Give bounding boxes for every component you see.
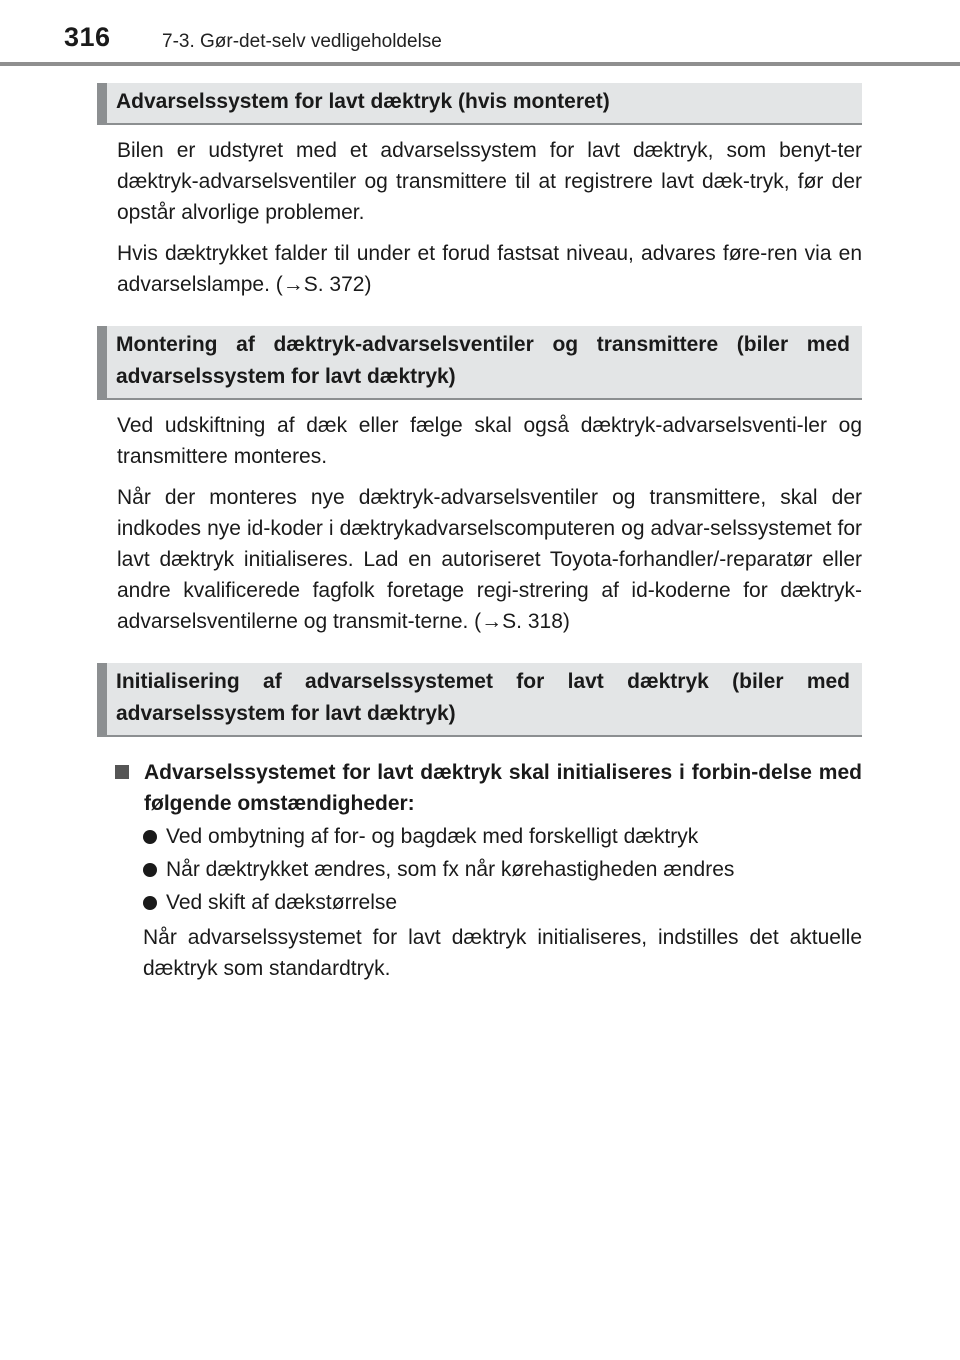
header-divider — [0, 62, 960, 66]
section-title: 7-3. Gør-det-selv vedligeholdelse — [162, 31, 442, 52]
page-content — [97, 83, 862, 1005]
list-item-text: Når dæktrykket ændres, som fx når kørehastigheden ændres — [166, 858, 735, 881]
round-bullet-icon — [143, 830, 157, 844]
list-item — [143, 854, 862, 885]
subheading-text: Advarselssystemet for lavt dæktryk skal initialiseres i forbin-delse med følgende omstændigheder: — [144, 761, 862, 815]
paragraph: Når der monteres nye dæktryk-advarselsventiler og transmittere, skal der indkodes nye id-koder i dæktrykadvarselscomputeren og advar-selssystemet for lavt dæktryk initialiseres. Lad en autoriseret Toyota-forhandler/-reparatør eller andre kvalificerede fagfolk foretage regi-strering af id-koderne for dæktryk-advarselsventilerne og transmit-terne. (→S. 318) — [117, 486, 862, 633]
round-bullet-icon — [143, 863, 157, 877]
closing-paragraph: Når advarselssystemet for lavt dæktryk initialiseres, indstilles det aktuelle dæktryk som standardtryk. — [143, 926, 862, 980]
subheading-item — [115, 757, 862, 819]
page-number: 316 — [64, 22, 111, 52]
round-bullet-icon — [143, 896, 157, 910]
paragraph: Ved udskiftning af dæk eller fælge skal også dæktryk-advarselsventi-ler og transmittere monteres. — [117, 414, 862, 468]
section-heading-initialisation: Initialisering af advarselssystemet for lavt dæktryk (biler med advarselssystem for lavt dæktryk) — [97, 663, 862, 737]
list-item — [143, 821, 862, 852]
list-item-text: Ved ombytning af for- og bagdæk med forskelligt dæktryk — [166, 825, 699, 848]
page-header — [0, 0, 960, 66]
list-item — [143, 887, 862, 918]
paragraph: Bilen er udstyret med et advarselssystem for lavt dæktryk, som benyt-ter dæktryk-advarselsventiler og transmittere til at registrere lavt dæk-tryk, før der opstår alvorlige problemer. — [117, 139, 862, 224]
list-item-text: Ved skift af dækstørrelse — [166, 891, 398, 914]
section-heading-tpms: Advarselssystem for lavt dæktryk (hvis monteret) — [97, 83, 862, 125]
section-heading-mounting: Montering af dæktryk-advarselsventiler og transmittere (biler med advarselssystem for lavt dæktryk) — [97, 326, 862, 400]
paragraph: Hvis dæktrykket falder til under et forud fastsat niveau, advares føre-ren via en advarselslampe. (→S. 372) — [117, 242, 862, 296]
square-bullet-icon — [115, 765, 129, 779]
